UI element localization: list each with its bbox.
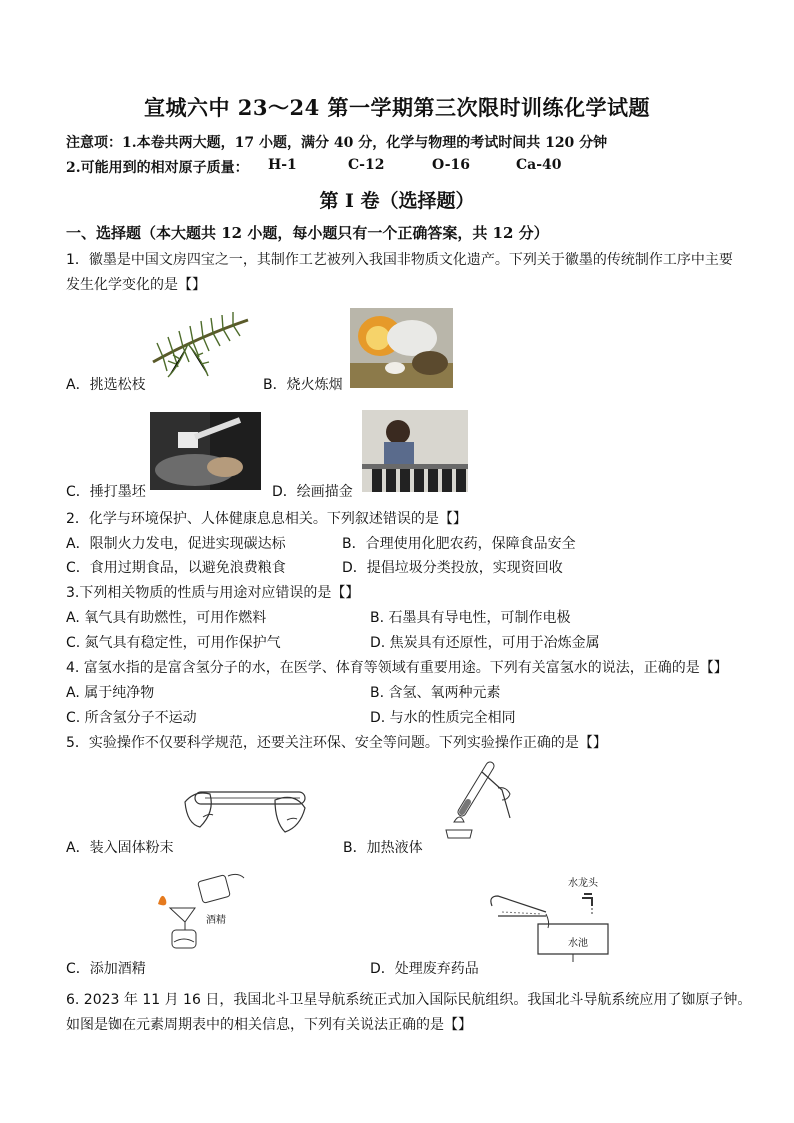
alcohol-label: 酒精 xyxy=(206,915,226,926)
q3-option-d: D. 焦炭具有还原性，可用于冶炼金属 xyxy=(370,635,600,651)
q3-option-c: C. 氮气具有稳定性，可用作保护气 xyxy=(66,635,281,651)
sink-label: 水池 xyxy=(568,938,588,949)
q3-option-a: A. 氧气具有助燃性，可用作燃料 xyxy=(66,610,267,626)
q4-option-b: B. 含氢、氧两种元素 xyxy=(370,685,501,701)
q4-option-c: C. 所含氢分子不运动 xyxy=(66,710,197,726)
section-title: 一、选择题（本大题共 12 小题，每小题只有一个正确答案，共 12 分） xyxy=(66,224,549,242)
mass-ca: Ca-40 xyxy=(516,157,562,173)
mass-h: H-1 xyxy=(268,157,297,173)
q3-stem: 3.下列相关物质的性质与用途对应错误的是【】 xyxy=(66,585,360,601)
hammering-ink-image xyxy=(150,412,261,490)
heating-liquid-diagram xyxy=(432,760,522,840)
q5-stem: 5．实验操作不仅要科学规范，还要关注环保、安全等问题。下列实验操作正确的是【】 xyxy=(66,735,607,751)
tap-label: 水龙头 xyxy=(568,878,598,889)
test-tube-powder-diagram xyxy=(175,772,310,840)
q1-option-d: D．绘画描金 xyxy=(272,484,353,500)
q4-option-a: A. 属于纯净物 xyxy=(66,685,155,701)
q1-stem-line-1: 1．徽墨是中国文房四宝之一，其制作工艺被列入我国非物质文化遗产。下列关于徽墨的传统制作工序中主要 xyxy=(66,252,733,268)
q4-stem: 4. 富氢水指的是富含氢分子的水，在医学、体育等领域有重要用途。下列有关富氢水的说法，正确的是【】 xyxy=(66,660,728,676)
notes-line-1: 注意项：1.本卷共两大题，17 小题，满分 40 分，化学与物理的考试时间共 120 分钟 xyxy=(66,135,608,151)
q5-option-a: A．装入固体粉末 xyxy=(66,840,174,856)
q1-stem-line-2: 发生化学变化的是【】 xyxy=(66,277,206,293)
q6-stem-line-2: 如图是铷在元素周期表中的相关信息，下列有关说法正确的是【】 xyxy=(66,1017,472,1033)
q1-option-a: A．挑选松枝 xyxy=(66,377,146,393)
q3-option-b: B. 石墨具有导电性，可制作电极 xyxy=(370,610,571,626)
q2-stem: 2．化学与环境保护、人体健康息息相关。下列叙述错误的是【】 xyxy=(66,511,467,527)
q5-option-d: D．处理废弃药品 xyxy=(370,961,479,977)
q4-option-d: D. 与水的性质完全相同 xyxy=(370,710,516,726)
q2-option-d: D．提倡垃圾分类投放，实现资回收 xyxy=(342,560,563,576)
waste-disposal-diagram xyxy=(488,876,613,962)
page-title: 宣城六中 23～24 第一学期第三次限时训练化学试题 xyxy=(143,95,651,120)
q5-option-c: C．添加酒精 xyxy=(66,961,146,977)
q5-option-b: B．加热液体 xyxy=(343,840,423,856)
q2-option-c: C．食用过期食品，以避免浪费粮食 xyxy=(66,560,286,576)
smoke-fire-image xyxy=(350,308,453,388)
painting-gold-image xyxy=(362,410,468,492)
mass-c: C-12 xyxy=(348,157,385,173)
q2-option-a: A．限制火力发电，促进实现碳达标 xyxy=(66,536,286,552)
q1-option-b: B．烧火炼烟 xyxy=(263,377,343,393)
adding-alcohol-diagram xyxy=(150,868,250,954)
q2-option-b: B．合理使用化肥农药，保障食品安全 xyxy=(342,536,576,552)
q1-option-c: C．捶打墨坯 xyxy=(66,484,146,500)
mass-o: O-16 xyxy=(432,157,471,173)
notes-line-2-prefix: 2.可能用到的相对原子质量： xyxy=(66,160,249,176)
pine-branch-image xyxy=(148,302,251,380)
q6-stem-line-1: 6. 2023 年 11 月 16 日，我国北斗卫星导航系统正式加入国际民航组织。我国北斗导航系统应用了铷原子钟。 xyxy=(66,992,752,1008)
volume-title: 第 I 卷（选择题） xyxy=(319,190,475,212)
